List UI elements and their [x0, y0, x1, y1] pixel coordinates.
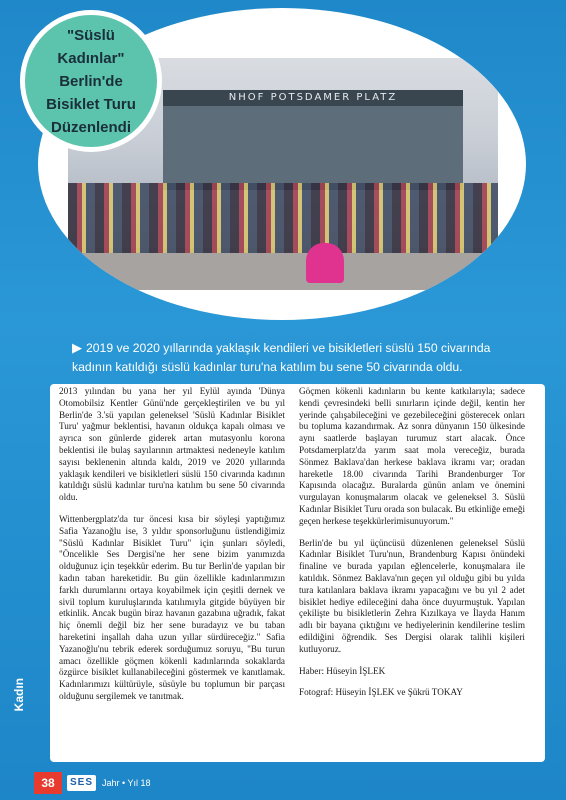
- news-credit: Haber: Hüseyin İŞLEK: [299, 665, 386, 676]
- title-badge: [20, 10, 162, 152]
- article-column-right: [299, 386, 525, 709]
- section-label: Kadın: [12, 678, 26, 712]
- caption-text: 2019 ve 2020 yıllarında yaklaşık kendileri ve bisikletleri süslü 150 civarında kadının katıldığı süslü kadınlar turu'na katılım bu sene 50 civarında oldu.: [72, 341, 491, 374]
- paragraph: 2013 yılından bu yana her yıl Eylül ayında 'Dünya Otomobilsiz Kentler Günü'nde gerçekleştirilen ve bu yıl Berlin'de 3.'sü yapılan geleneksel 'Süslü Kadınlar Bisiklet Turu' yağmur beklentisi, havanın oldukça kapalı olması ve ayrıca son günlerde giderek artan mutasyonlu korona beklentisi ile bulaş sayılarının artmaktesi nedeneyle katılım sayısı beklenenin altında kaldı, 2019 ve 2020 yıllarında yaklaşık kendileri ve bisikletleri süslü 150 civarında kadının katıldığı süslü kadınlar turu'na katılım bu sene 50 civarında oldu.: [59, 386, 285, 503]
- station-sign: NHOF POTSDAMER PLATZ: [163, 90, 463, 106]
- photo-caption: [72, 338, 512, 377]
- article-title: "Süslü Kadınlar" Berlin'de Bisiklet Turu Düzenlendi: [46, 26, 136, 136]
- magazine-logo: SES: [67, 775, 96, 791]
- section-tab: [7, 678, 35, 778]
- caption-arrow-icon: ▶: [72, 340, 82, 355]
- issue-info: Jahr • Yıl 18: [102, 778, 151, 788]
- paragraph: Göçmen kökenli kadınların bu kente katkılarıyla; sadece kendi çevresindeki belli sınırların içinde değil, kentin her yerinde çalışabileceğini ve gezebileceğini gösterecek onları bu topluma kazandırmak. Az sonra dünyanın 150 ülkesinde aynı saatlerde başlayan turumuz start alacak. Önce Potsdamerplatz'da yarım saat mola vereceğiz, burada Sönmez Baklava'dan herkese baklava ikramı var; oradan hareketle 18.00 civarında Tarihi Brandenburger Tor Kapısında olacağız. Buralarda günün anlam ve önemini vurgulayan konuşmalarım olacak ve geleneksel 3. Süslü Kadınlar Bisiklet Turu orada son bulacak. Bu etkinliğe emeği geçen herkese teşekkürlerimisunuyorum.": [299, 386, 525, 526]
- photo-credit: Fotograf: Hüseyin İŞLEK ve Şükrü TOKAY: [299, 687, 463, 698]
- pavement: [68, 248, 498, 290]
- page-footer: [0, 768, 566, 800]
- page-number: 38: [34, 772, 62, 794]
- article-body: [50, 384, 545, 762]
- dancer-figure: [306, 243, 344, 283]
- paragraph: Berlin'de bu yıl üçüncüsü düzenlenen geleneksel Süslü Kadınlar Bisiklet Turu'nun, Brandenburg Kapısı önündeki finaline ve burada yapılan eğlencelerle, konuşmalara ile katıldık. Sönmez Baklava'nın geçen yıl olduğu gibi bu yılda tura katılanlara baklava ikramı yapacağını ve bu yıl 2 adet bisiklet hediye edileceğini daha önce duyurmuştuk. Yapılan çekilişte bu bisikletlerin Zehra Kızılkaya ve İlayda Hanım adlı bir bayana çıktığını ve hediyelerinin kendilerine teslim edildiğini öğrendik. Ses Dergisi olarak talihli kişileri kutluyoruz.: [299, 537, 525, 654]
- article-column-left: [59, 386, 285, 713]
- cyclist-crowd: [68, 183, 498, 253]
- paragraph: Wittenbergplatz'da tur öncesi kısa bir söyleşi yaptığımız Safia Yazanoğlu ise, 3 yıldır sponsorluğunu üstlendiğimiz "Süslü Kadınlar Bisiklet Turu" için şunları söyledi, "Öncelikle Ses Dergisi'ne her sene bizim yanımızda olduğunuz için teşekkür ederim. Bu tur Berlin'de yapılan bir kadın taban hareketidir. Bu gün özellikle kadınlarımızın farklı durumlarını ortaya koyabilmek için çeşitli dernek ve sivil toplum kuruluşlarında katılımıyla gitgide büyüyen bir etkinlik. Ancak bugün biraz havanın gazabına uğradık, fakat hiç önemli değil biz her sene buradayız ve bu taban hareketini inşallah daha uzun yıllar sürdüreceğiz." Safia Yazanoğlu'nu tebrik ederek sorduğumuz soruyu, "Bu turun amacı özellikle göçmen kökenli kadınlarında sokaklarda özgürce bisiklet kullanabileceğini göstermek ve kanıtlamak. Kadınlarımızı kültürüyle, süsüyle bu toplumun bir parçası olduğunu sergilemek ve tanıtmak.: [59, 513, 285, 701]
